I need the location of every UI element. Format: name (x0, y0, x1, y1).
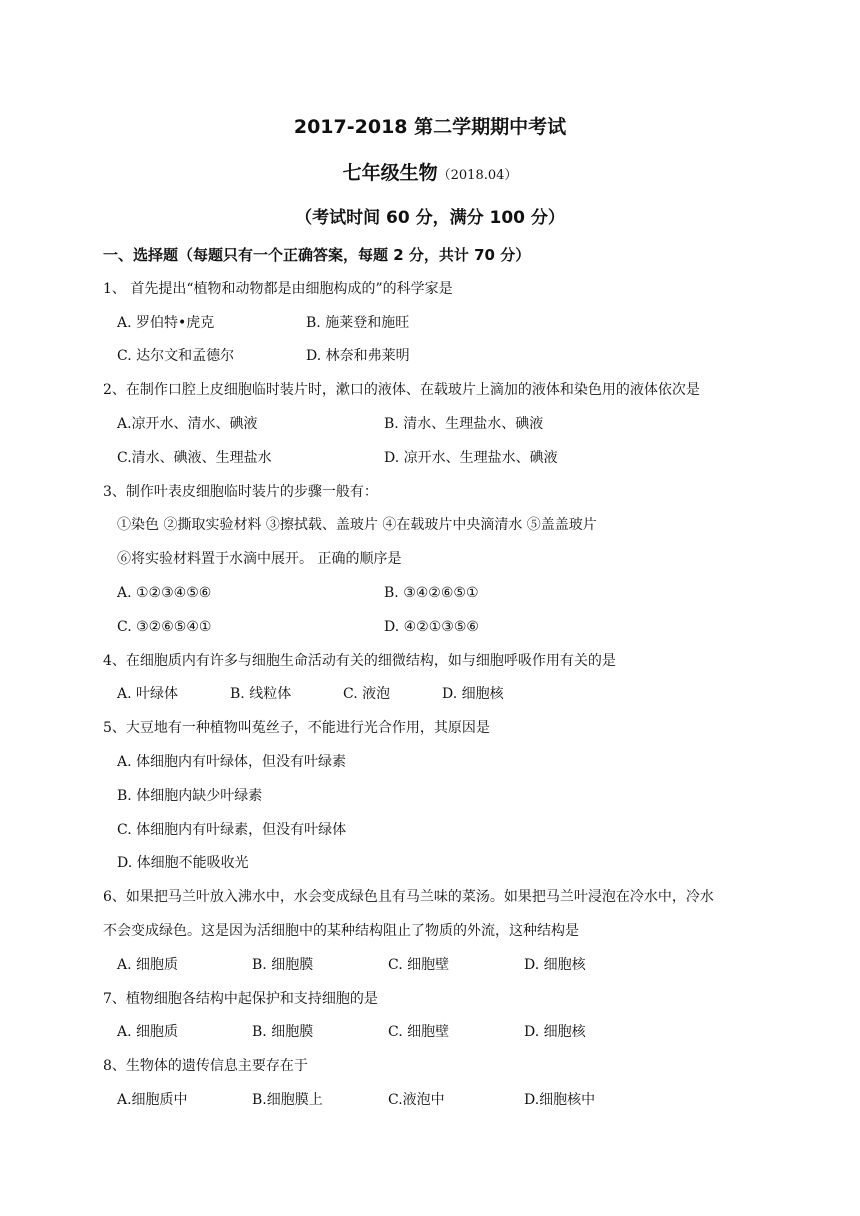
option-c: C.清水、碘液、生理盐水 (117, 450, 272, 466)
option-d: D. 林奈和弗莱明 (306, 348, 410, 364)
option-a: A.凉开水、清水、碘液 (117, 416, 258, 432)
option-d: D. 细胞核 (524, 957, 586, 973)
option-d: D. 凉开水、生理盐水、碘液 (384, 450, 558, 466)
option-c: C.液泡中 (388, 1092, 445, 1108)
option-c: C. 细胞壁 (388, 957, 450, 973)
subject-title (0, 158, 860, 185)
option-d: D.细胞核中 (524, 1092, 596, 1108)
option-c: C. 细胞壁 (388, 1024, 450, 1040)
question-stem: 1、 首先提出“植物和动物都是由细胞构成的”的科学家是 (103, 281, 453, 297)
question-stem: 4、在细胞质内有许多与细胞生命活动有关的细微结构，如与细胞呼吸作用有关的是 (103, 653, 616, 669)
procedure-steps: ①染色 ②撕取实验材料 ③擦拭载、盖玻片 ④在载玻片中央滴清水 ⑤盖盖玻片 (117, 517, 597, 533)
question-stem: 8、生物体的遗传信息主要存在于 (103, 1058, 308, 1074)
question-stem: 5、大豆地有一种植物叫菟丝子，不能进行光合作用，其原因是 (103, 720, 490, 736)
option-a: A. 体细胞内有叶绿体，但没有叶绿素 (117, 754, 347, 770)
option-a: A.细胞质中 (117, 1092, 188, 1108)
option-a: A. 细胞质 (117, 957, 179, 973)
option-a: A. 罗伯特•虎克 (117, 315, 215, 331)
exam-date: （2018.04） (437, 168, 518, 183)
option-b: B. 施莱登和施旺 (306, 315, 410, 331)
question-stem: 3、制作叶表皮细胞临时装片的步骤一般有： (103, 484, 378, 500)
subject-name: 七年级生物 (342, 162, 438, 184)
option-b: B. 细胞膜 (252, 1024, 314, 1040)
question-stem: 6、如果把马兰叶放入沸水中，水会变成绿色且有马兰味的菜汤。如果把马兰叶浸泡在冷水中，冷水 (103, 889, 714, 905)
option-b: B. 清水、生理盐水、碘液 (384, 416, 544, 432)
option-b: B. 细胞膜 (252, 957, 314, 973)
option-b: B. 线粒体 (230, 686, 292, 702)
exam-info: （考试时间 60 分，满分 100 分） (295, 208, 565, 228)
question-stem: 2、在制作口腔上皮细胞临时装片时，漱口的液体、在载玻片上滴加的液体和染色用的液体依次是 (103, 382, 700, 398)
option-d: D. 细胞核 (442, 686, 504, 702)
option-b: B. ③④②⑥⑤① (384, 585, 479, 601)
option-c: C. ③②⑥⑤④① (117, 619, 212, 635)
section-heading: 一、选择题（每题只有一个正确答案，每题 2 分，共计 70 分） (103, 246, 531, 264)
option-c: C. 体细胞内有叶绿素，但没有叶绿体 (117, 822, 347, 838)
option-b: B. 体细胞内缺少叶绿素 (117, 788, 263, 804)
question-stem-continued: 不会变成绿色。这是因为活细胞中的某种结构阻止了物质的外流，这种结构是 (103, 923, 579, 939)
exam-title: 2017-2018 第二学期期中考试 (293, 116, 567, 138)
option-d: D. ④②①③⑤⑥ (384, 619, 479, 635)
option-a: A. 细胞质 (117, 1024, 179, 1040)
option-b: B.细胞膜上 (252, 1092, 323, 1108)
procedure-steps: ⑥将实验材料置于水滴中展开。 正确的顺序是 (117, 551, 402, 567)
option-d: D. 细胞核 (524, 1024, 586, 1040)
option-a: A. 叶绿体 (117, 686, 179, 702)
option-c: C. 液泡 (343, 686, 391, 702)
option-a: A. ①②③④⑤⑥ (117, 585, 212, 601)
question-stem: 7、植物细胞各结构中起保护和支持细胞的是 (103, 991, 378, 1007)
option-c: C. 达尔文和孟德尔 (117, 348, 235, 364)
option-d: D. 体细胞不能吸收光 (117, 855, 249, 871)
